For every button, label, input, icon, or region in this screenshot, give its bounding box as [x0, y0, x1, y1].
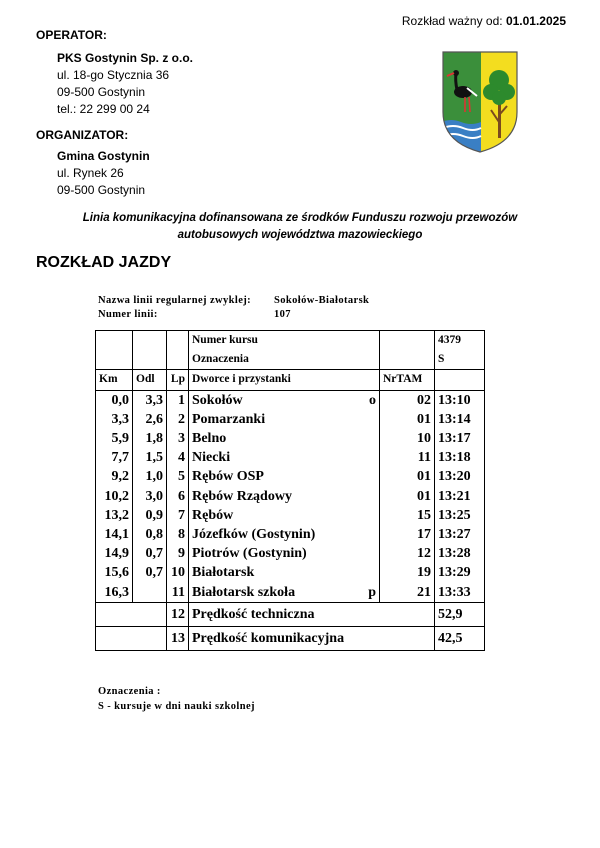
summary-lp: 13	[167, 627, 189, 651]
stop-cell	[189, 544, 380, 563]
legend-item: S - kursuje w dni nauki szkolnej	[98, 701, 255, 712]
table-row	[96, 563, 485, 582]
km-cell: 10,2	[96, 487, 133, 506]
stop-cell	[189, 448, 380, 467]
table-row	[96, 544, 485, 563]
lp-cell: 6	[167, 487, 189, 506]
km-cell: 9,2	[96, 467, 133, 486]
odl-cell: 1,0	[133, 467, 167, 486]
stop-name: Belno	[192, 431, 227, 447]
km-cell: 7,7	[96, 448, 133, 467]
course-header-row	[96, 331, 485, 370]
lp-cell: 5	[167, 467, 189, 486]
organizer-city: 09-500 Gostynin	[57, 183, 146, 197]
nrtam-cell: 01	[380, 410, 435, 429]
stop-cell	[189, 487, 380, 506]
summary-lp: 12	[167, 602, 189, 626]
table-row	[96, 448, 485, 467]
odl-cell: 2,6	[133, 410, 167, 429]
stop-flag: o	[369, 392, 376, 408]
table-row	[96, 487, 485, 506]
stop-cell	[189, 390, 380, 410]
table-row	[96, 506, 485, 525]
organizer-street: ul. Rynek 26	[57, 166, 124, 180]
stop-flag: p	[368, 584, 376, 600]
time-cell: 13:29	[435, 563, 485, 582]
line-info	[98, 294, 369, 322]
odl-cell: 0,9	[133, 506, 167, 525]
organizer-block	[57, 148, 150, 199]
lp-cell: 2	[167, 410, 189, 429]
stop-name: Rębów	[192, 507, 234, 523]
summary-empty	[96, 627, 167, 651]
km-cell: 14,1	[96, 525, 133, 544]
table-row	[96, 390, 485, 410]
km-cell: 13,2	[96, 506, 133, 525]
km-cell: 15,6	[96, 563, 133, 582]
operator-street: ul. 18-go Stycznia 36	[57, 68, 170, 82]
lp-cell: 11	[167, 583, 189, 603]
lp-cell: 4	[167, 448, 189, 467]
stop-name: Rębów Rządowy	[192, 488, 292, 504]
line-name-value: Sokołów-Białotarsk	[274, 295, 370, 306]
lp-cell: 7	[167, 506, 189, 525]
odl-cell: 0,8	[133, 525, 167, 544]
funding-notice: Linia komunikacyjna dofinansowana ze środków Funduszu rozwoju przewozów autobusowych województwa mazowieckiego	[82, 212, 518, 241]
odl-cell	[133, 583, 167, 603]
coat-of-arms-icon	[441, 50, 519, 154]
header-nrtam: NrTAM	[380, 370, 435, 390]
validity-date-value: 01.01.2025	[505, 14, 566, 28]
time-cell: 13:25	[435, 506, 485, 525]
stop-cell	[189, 506, 380, 525]
nrtam-cell: 21	[380, 583, 435, 603]
nrtam-cell: 02	[380, 390, 435, 410]
page-title: ROZKŁAD JAZDY	[36, 254, 172, 271]
course-label: Numer kursu Oznaczenia	[189, 331, 380, 370]
operator-city: 09-500 Gostynin	[57, 85, 146, 99]
stop-cell	[189, 525, 380, 544]
stop-cell	[189, 467, 380, 486]
table-row	[96, 410, 485, 429]
summary-value: 52,9	[435, 602, 485, 626]
time-cell: 13:18	[435, 448, 485, 467]
odl-cell: 1,8	[133, 429, 167, 448]
line-name-label: Nazwa linii regularnej zwyklej:	[98, 295, 252, 306]
nrtam-cell: 17	[380, 525, 435, 544]
nrtam-cell: 19	[380, 563, 435, 582]
nrtam-cell: 11	[380, 448, 435, 467]
time-cell: 13:14	[435, 410, 485, 429]
summary-label: Prędkość techniczna	[189, 602, 435, 626]
lp-cell: 10	[167, 563, 189, 582]
nrtam-cell: 01	[380, 487, 435, 506]
time-cell: 13:20	[435, 467, 485, 486]
stop-name: Niecki	[192, 450, 231, 466]
odl-cell: 1,5	[133, 448, 167, 467]
time-cell: 13:21	[435, 487, 485, 506]
header-stops: Dworce i przystanki	[189, 370, 380, 390]
column-header-row	[96, 370, 485, 390]
stop-name: Sokołów	[192, 392, 243, 408]
odl-cell: 0,7	[133, 544, 167, 563]
summary-row	[96, 627, 485, 651]
course-number: 4379 S	[435, 331, 485, 370]
lp-cell: 9	[167, 544, 189, 563]
time-cell: 13:27	[435, 525, 485, 544]
stop-name: Pomarzanki	[192, 411, 266, 427]
lp-cell: 8	[167, 525, 189, 544]
validity-date: Rozkład ważny od: 01.01.2025	[401, 14, 566, 28]
legend-heading: Oznaczenia :	[98, 686, 161, 697]
lp-cell: 3	[167, 429, 189, 448]
organizer-heading: ORGANIZATOR:	[36, 128, 129, 142]
time-cell: 13:28	[435, 544, 485, 563]
line-number-label: Numer linii:	[98, 309, 158, 320]
timetable	[95, 330, 485, 651]
stop-name: Białotarsk szkoła	[192, 584, 296, 600]
line-number-value: 107	[274, 309, 291, 320]
nrtam-cell: 12	[380, 544, 435, 563]
stop-name: Józefków (Gostynin)	[192, 527, 316, 543]
operator-name: PKS Gostynin Sp. z o.o.	[57, 51, 194, 65]
lp-cell: 1	[167, 390, 189, 410]
time-cell: 13:17	[435, 429, 485, 448]
km-cell: 3,3	[96, 410, 133, 429]
time-cell: 13:10	[435, 390, 485, 410]
table-row	[96, 467, 485, 486]
stop-cell	[189, 429, 380, 448]
stop-name: Piotrów (Gostynin)	[192, 546, 307, 562]
operator-block	[57, 50, 193, 118]
time-cell: 13:33	[435, 583, 485, 603]
km-cell: 0,0	[96, 390, 133, 410]
stop-name: Białotarsk	[192, 565, 255, 581]
legend	[98, 684, 255, 714]
km-cell: 16,3	[96, 583, 133, 603]
header-odl: Odl	[133, 370, 167, 390]
summary-row	[96, 602, 485, 626]
stop-name: Rębów OSP	[192, 469, 264, 485]
nrtam-cell: 10	[380, 429, 435, 448]
km-cell: 14,9	[96, 544, 133, 563]
summary-value: 42,5	[435, 627, 485, 651]
nrtam-cell: 15	[380, 506, 435, 525]
nrtam-cell: 01	[380, 467, 435, 486]
organizer-name: Gmina Gostynin	[57, 149, 150, 163]
stop-cell	[189, 563, 380, 582]
stop-cell	[189, 410, 380, 429]
summary-label: Prędkość komunikacyjna	[189, 627, 435, 651]
odl-cell: 3,0	[133, 487, 167, 506]
summary-empty	[96, 602, 167, 626]
table-row	[96, 429, 485, 448]
header-lp: Lp	[167, 370, 189, 390]
stop-cell	[189, 583, 380, 603]
operator-heading: OPERATOR:	[36, 28, 107, 42]
table-row	[96, 583, 485, 603]
table-row	[96, 525, 485, 544]
odl-cell: 0,7	[133, 563, 167, 582]
header-km: Km	[96, 370, 133, 390]
odl-cell: 3,3	[133, 390, 167, 410]
operator-phone: tel.: 22 299 00 24	[57, 102, 150, 116]
km-cell: 5,9	[96, 429, 133, 448]
